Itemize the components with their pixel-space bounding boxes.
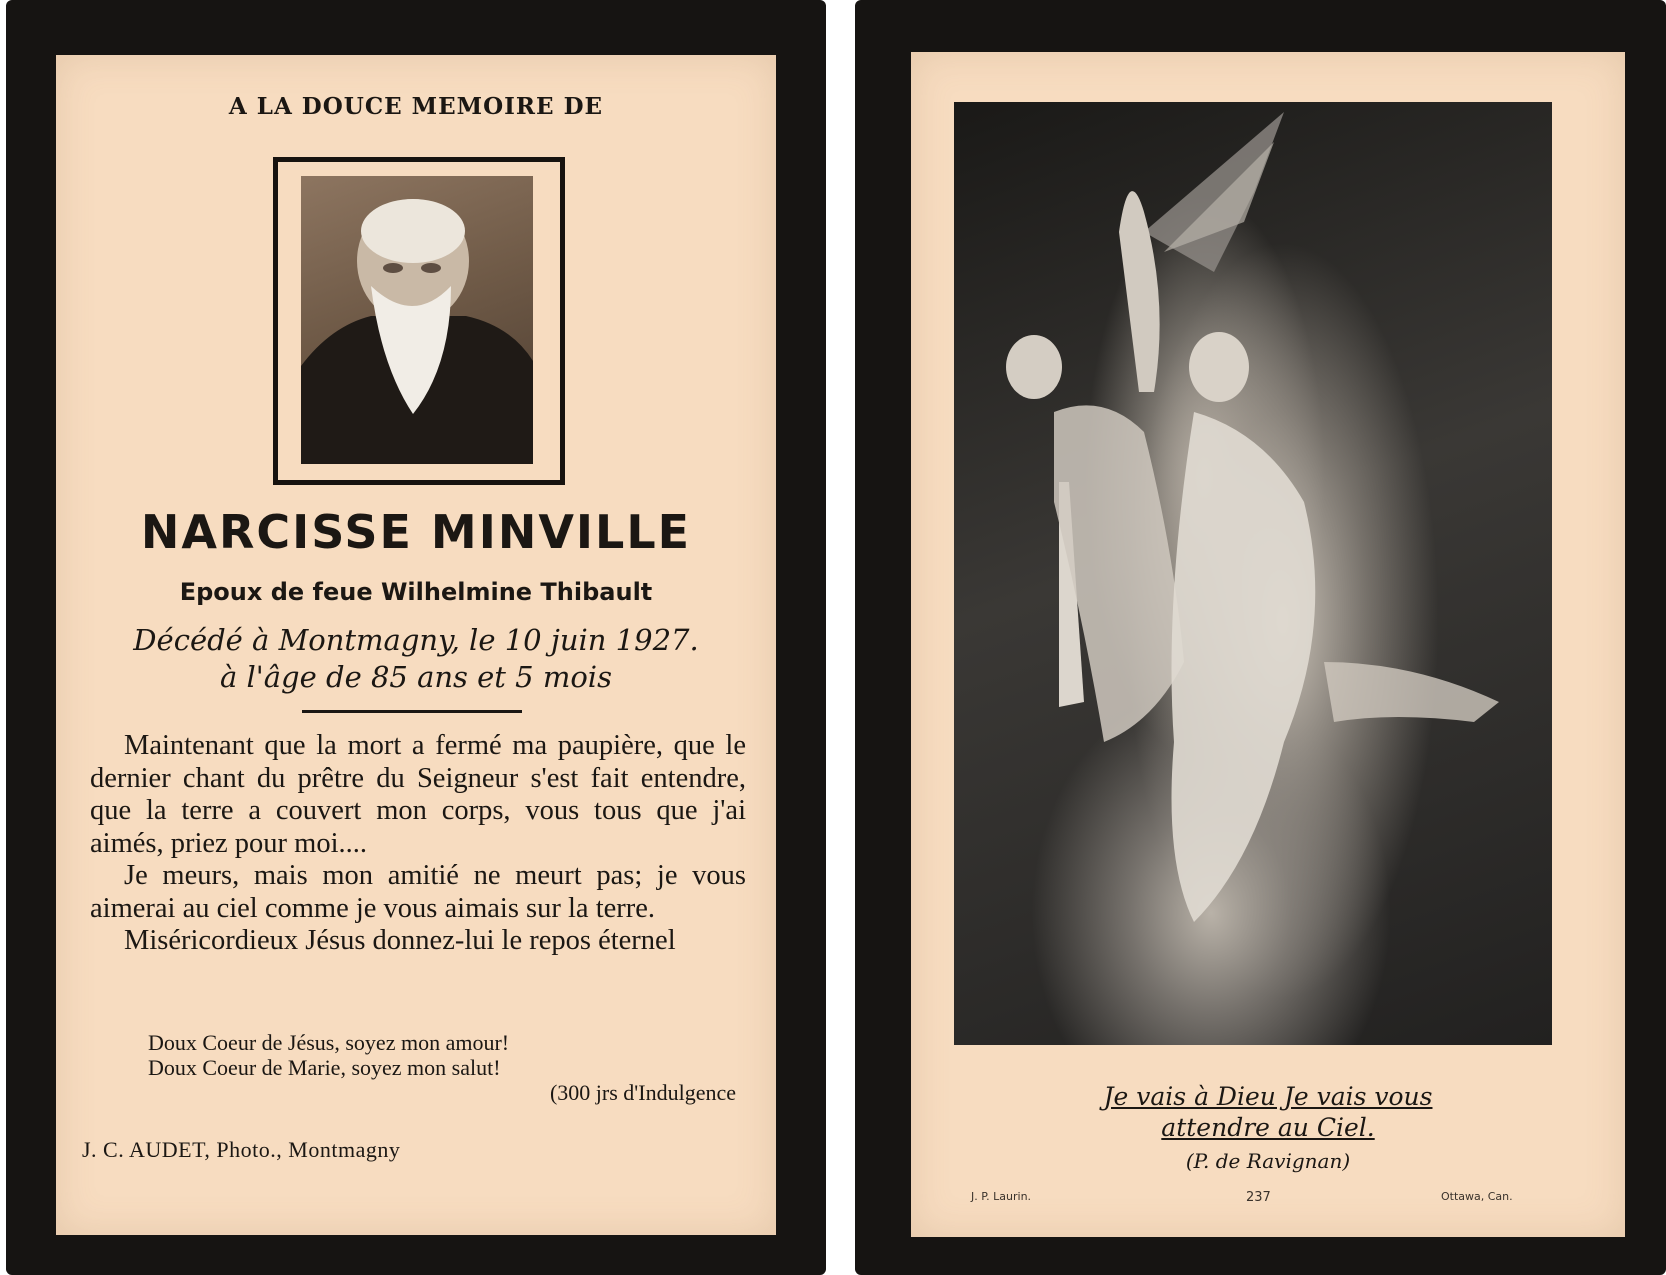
age-line: à l'âge de 85 ans et 5 mois	[220, 660, 612, 694]
memorial-paragraph: Miséricordieux Jésus donnez-lui le repos éternel	[124, 925, 676, 956]
death-date-line: Décédé à Montmagny, le 10 juin 1927.	[133, 623, 699, 657]
photo-studio-credit: J. C. AUDET, Photo., Montmagny	[82, 1137, 401, 1162]
memorial-text	[90, 730, 746, 958]
card-front-paper	[56, 55, 776, 1235]
heading: A LA DOUCE MEMOIRE DE	[228, 93, 604, 120]
quote-line-1: Je vais à Dieu Je vais vous	[1103, 1082, 1433, 1111]
quote-line-2: attendre au Ciel.	[1161, 1113, 1375, 1142]
memorial-paragraph: Je meurs, mais mon amitié ne meurt pas; je vous aimerai au ciel comme je vous aimais sur la terre.	[90, 860, 746, 924]
prayer-line-jesus: Doux Coeur de Jésus, soyez mon amour!	[148, 1030, 510, 1055]
card-back-paper	[911, 52, 1625, 1237]
deceased-name: NARCISSE MINVILLE	[140, 505, 692, 559]
prayer-line-marie: Doux Coeur de Marie, soyez mon salut!	[148, 1055, 501, 1080]
portrait-photo	[301, 176, 533, 464]
spouse-line: Epoux de feue Wilhelmine Thibault	[179, 578, 653, 606]
memorial-card-back	[855, 0, 1666, 1275]
publisher-city: Ottawa, Can.	[1441, 1190, 1513, 1203]
memorial-card-front	[6, 0, 826, 1275]
quote-author: (P. de Ravignan)	[1185, 1149, 1351, 1173]
card-number: 237	[1246, 1190, 1271, 1205]
indulgence-note: (300 jrs d'Indulgence	[549, 1080, 736, 1105]
memorial-paragraph: Maintenant que la mort a fermé ma paupière, que le dernier chant du prêtre du Seigneur s'est fait entendre, que la terre a couvert mon corps, vous tous que j'ai aimés, priez pour moi....	[90, 730, 746, 859]
angels-artwork	[954, 102, 1552, 1045]
portrait-frame	[273, 157, 565, 485]
divider-rule	[302, 710, 522, 713]
publisher-credit: J. P. Laurin.	[971, 1190, 1032, 1203]
